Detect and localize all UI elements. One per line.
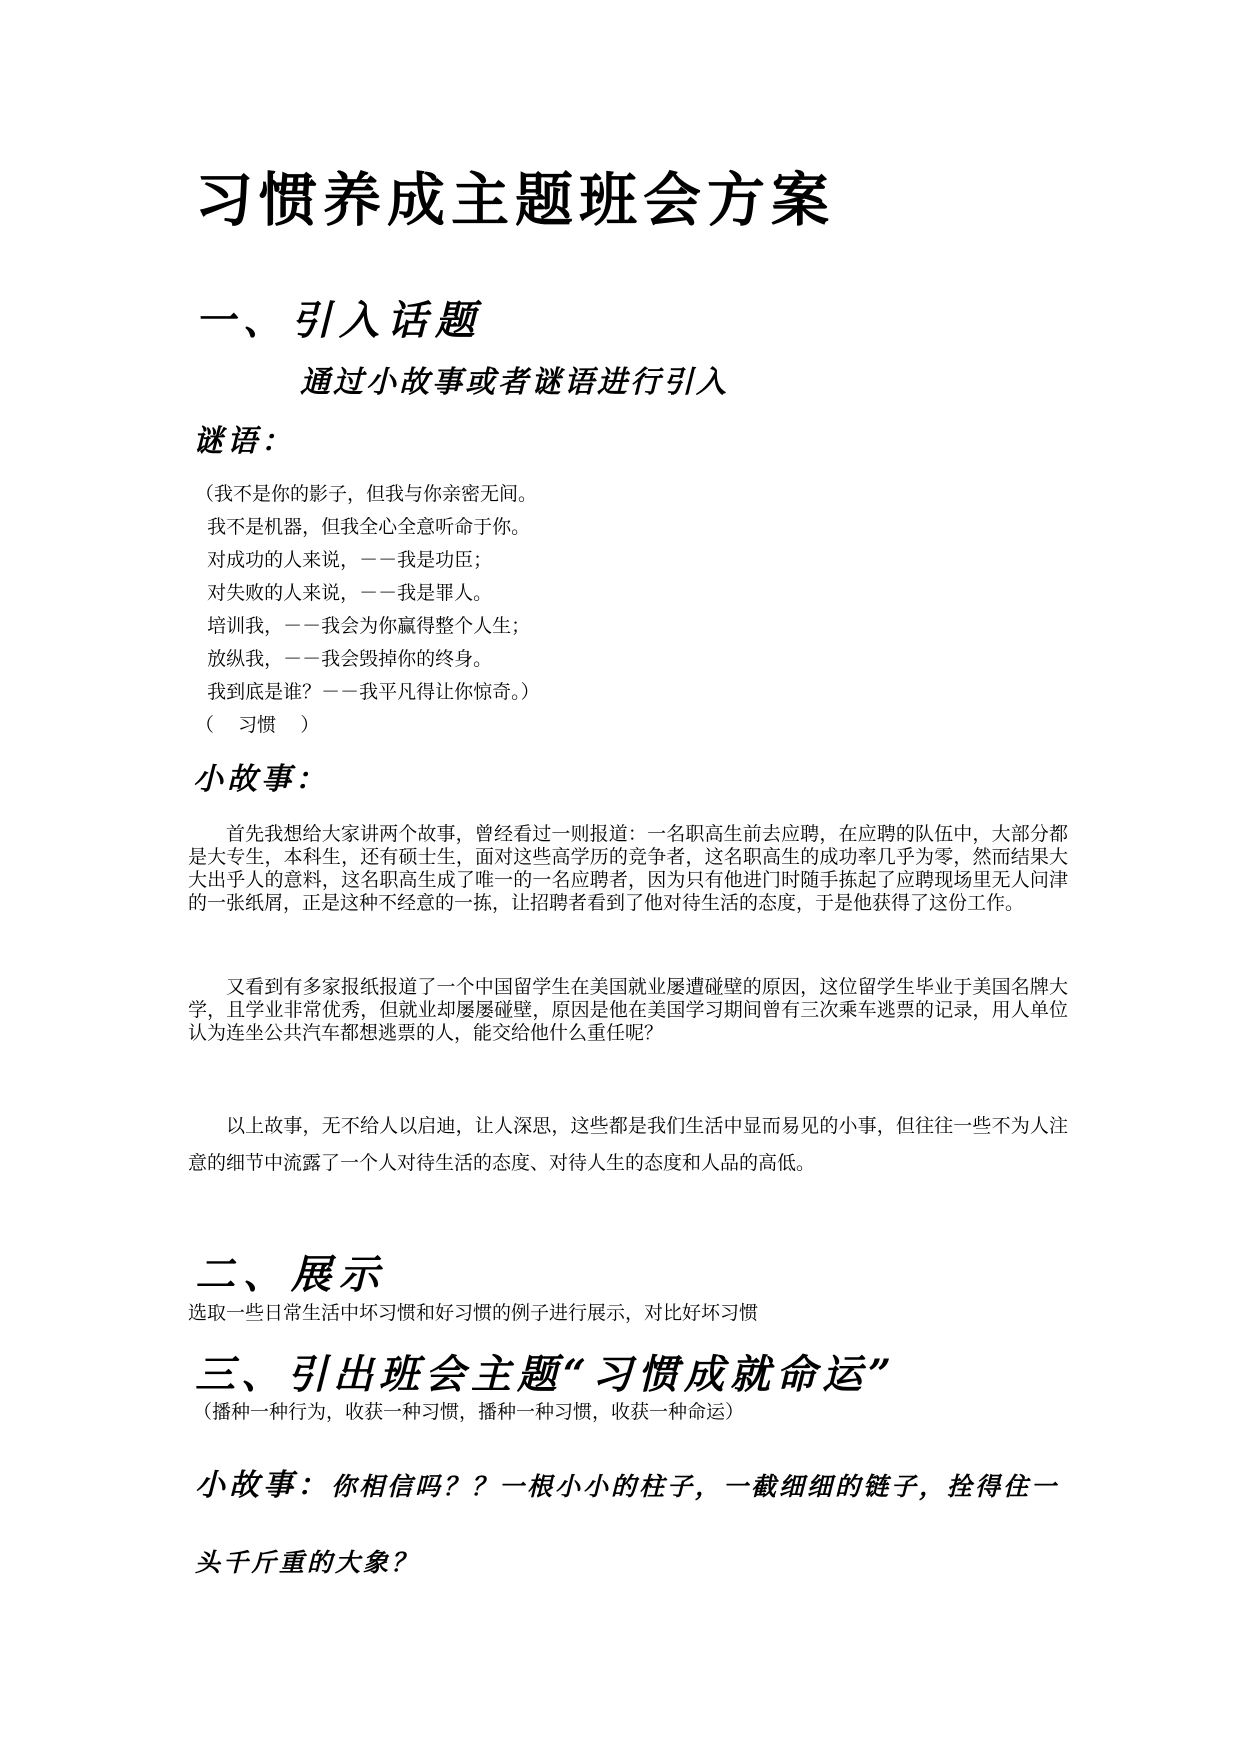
section-1-subheading: 通过小故事或者谜语进行引入 [300, 365, 729, 400]
section-3-story-text: 你相信吗？？一根小小的柱子，一截细细的链子，拴得住一头千斤重的大象？ [195, 1472, 1060, 1577]
riddle-line: （我不是你的影子，但我与你亲密无间。 [195, 483, 538, 505]
riddle-line: 我不是机器，但我全心全意听命于你。 [195, 516, 531, 538]
section-3-heading: 三、引出班会主题“习惯成就命运” [195, 1351, 898, 1398]
document-title: 习惯养成主题班会方案 [195, 166, 836, 234]
story-paragraph-1: 首先我想给大家讲两个故事，曾经看过一则报道：一名职高生前去应聘，在应聘的队伍中，大部分都是大专生，本科生，还有硕士生，面对这些高学历的竞争者，这名职高生的成功率几乎为零，然而结果大大出乎人的意料，这名职高生成了唯一的一名应聘者，因为只有他进门时随手拣起了应聘现场里无人问津的一张纸屑，正是这种不经意的一拣，让招聘者看到了他对待生活的态度，于是他获得了这份工作。 [188, 823, 1068, 914]
section-3-story [195, 1448, 1075, 1601]
section-3-subtext: （播种一种行为，收获一种习惯，播种一种习惯，收获一种命运） [193, 1401, 745, 1423]
riddle-block [195, 478, 540, 742]
riddle-line: 培训我，－－我会为你赢得整个人生； [195, 615, 531, 637]
riddle-heading: 谜语： [193, 424, 295, 459]
story-paragraph-2: 又看到有多家报纸报道了一个中国留学生在美国就业屡遭碰壁的原因，这位留学生毕业于美国名牌大学，且学业非常优秀，但就业却屡屡碰壁，原因是他在美国学习期间曾有三次乘车逃票的记录，用人单位认为连坐公共汽车都想逃票的人，能交给他什么重任呢？ [188, 976, 1068, 1044]
riddle-answer: （ 习惯 ） [195, 714, 320, 736]
section-3-story-lead: 小故事： [195, 1468, 331, 1503]
riddle-line: 放纵我，－－我会毁掉你的终身。 [195, 648, 493, 670]
riddle-line: 对失败的人来说，－－我是罪人。 [195, 582, 493, 604]
section-2-text: 选取一些日常生活中坏习惯和好习惯的例子进行展示，对比好坏习惯 [188, 1302, 759, 1324]
section-1-heading: 一、引入话题 [195, 297, 483, 344]
riddle-line: 我到底是谁？－－我平凡得让你惊奇。） [195, 681, 540, 703]
section-2-heading: 二、展示 [195, 1251, 387, 1298]
story-paragraph-3: 以上故事，无不给人以启迪，让人深思，这些都是我们生活中显而易见的小事，但往往一些不为人注意的细节中流露了一个人对待生活的态度、对待人生的态度和人品的高低。 [188, 1115, 1068, 1174]
riddle-line: 对成功的人来说，－－我是功臣； [195, 549, 493, 571]
story-heading: 小故事： [193, 762, 329, 797]
